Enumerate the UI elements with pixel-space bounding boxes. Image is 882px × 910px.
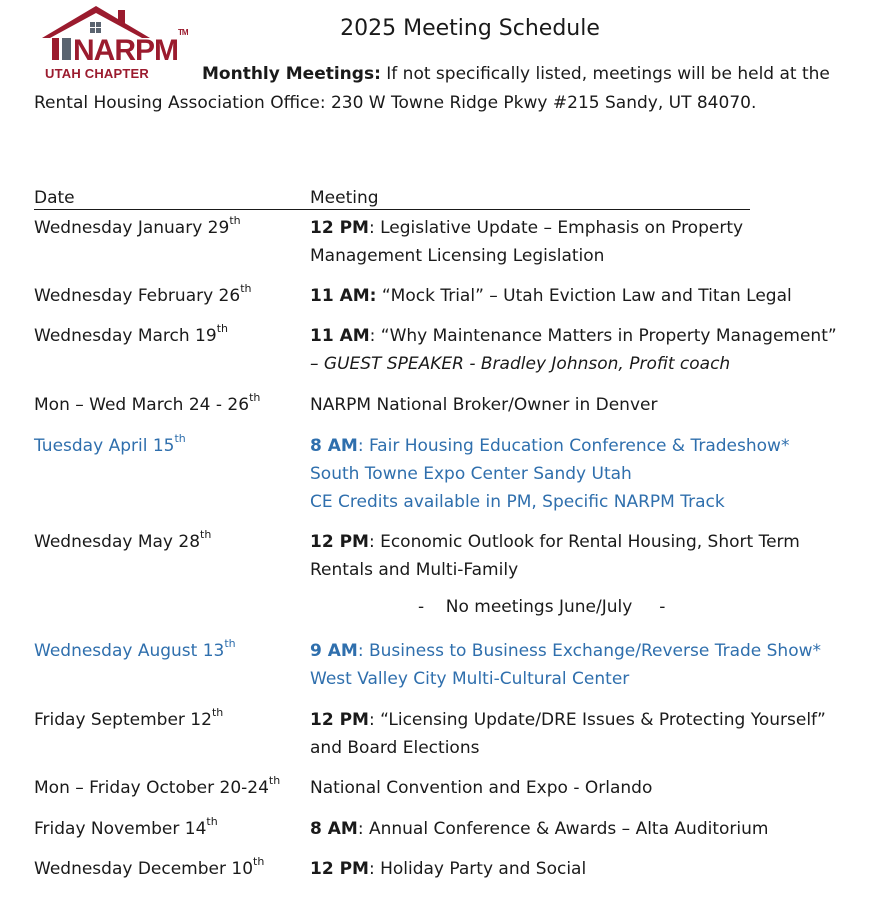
event-meeting: 12 PM: Economic Outlook for Rental Housing, Short Term Rentals and Multi-Family [310,532,800,580]
header-divider [34,209,750,210]
event-meeting: 12 PM: Legislative Update – Emphasis on Property Management Licensing Legislation [310,218,744,266]
event-meeting: National Convention and Expo - Orlando [310,778,653,798]
no-meetings-note: - No meetings June/July - [418,597,666,617]
intro-text: If not specifically listed, meetings will be held at the Rental Housing Association Office: 230 W Towne Ridge Pkwy #215 Sandy, UT 84070. [34,64,830,113]
event-date: Tuesday April 15th [34,432,186,456]
event-meeting: 11 AM: “Why Maintenance Matters in Property Management” – GUEST SPEAKER - Bradley Johnson, Profit coach [310,326,837,374]
event-meeting: 11 AM: “Mock Trial” – Utah Eviction Law and Titan Legal [310,286,792,306]
logo-brand: NARPM™ [73,28,188,67]
event-meeting: 12 PM: Holiday Party and Social [310,859,587,879]
guest-speaker: – GUEST SPEAKER - Bradley Johnson, Profit coach [310,354,731,374]
event-date: Friday November 14th [34,815,218,839]
event-date: Friday September 12th [34,706,224,730]
intro-label: Monthly Meetings: [202,64,381,84]
event-date: Wednesday August 13th [34,637,236,661]
event-date: Mon – Wed March 24 - 26th [34,391,261,415]
page-title: 2025 Meeting Schedule [340,16,600,41]
event-date: Wednesday January 29th [34,214,241,238]
event-meeting: NARPM National Broker/Owner in Denver [310,395,658,415]
event-date: Wednesday February 26th [34,282,252,306]
intro-paragraph [34,60,854,118]
event-date: Mon – Friday October 20-24th [34,774,281,798]
column-header-date: Date [34,188,75,208]
event-meeting: 12 PM: “Licensing Update/DRE Issues & Protecting Yourself” and Board Elections [310,710,826,758]
event-date: Wednesday May 28th [34,528,212,552]
event-date: Wednesday March 19th [34,322,228,346]
logo-chapter: UTAH CHAPTER [45,66,149,81]
event-meeting: 8 AM: Annual Conference & Awards – Alta Auditorium [310,819,769,839]
event-meeting: 9 AM: Business to Business Exchange/Reverse Trade Show* West Valley City Multi-Cultural Center [310,641,822,689]
column-header-meeting: Meeting [310,188,379,208]
event-meeting: 8 AM: Fair Housing Education Conference & Tradeshow* South Towne Expo Center Sandy Utah CE Credits available in PM, Specific NARPM Track [310,436,790,512]
event-date: Wednesday December 10th [34,855,265,879]
